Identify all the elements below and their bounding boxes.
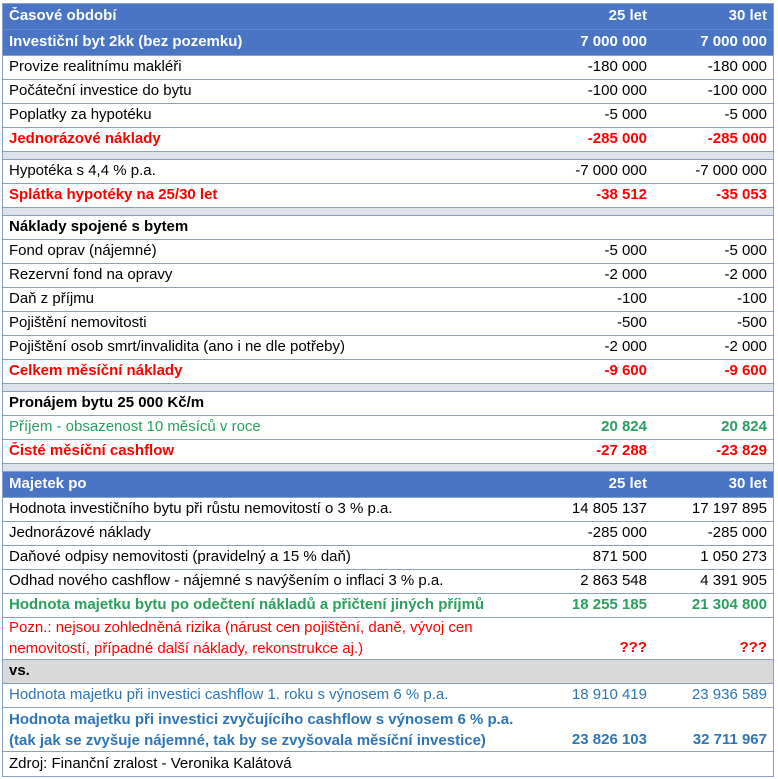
alt-investment-row-1	[3, 684, 773, 708]
row-label: Příjem - obsazenost 10 měsíců v roce	[9, 418, 261, 436]
row-label: Celkem měsíční náklady	[9, 362, 183, 380]
value-30let: -5 000	[724, 242, 767, 260]
value-25let: -27 288	[596, 442, 647, 460]
value-30let: -7 000 000	[695, 162, 767, 180]
header-label: Investiční byt 2kk (bez pozemku)	[9, 33, 243, 51]
row-label: Čisté měsíční cashflow	[9, 442, 175, 460]
section-header-majetek	[3, 472, 773, 498]
subsection-title-pronajem	[3, 392, 773, 416]
section-header-apartment	[3, 30, 773, 56]
table-row-provize	[3, 56, 773, 80]
value-30let: -180 000	[707, 58, 767, 76]
row-label: Náklady spojené s bytem	[9, 218, 189, 236]
value-25let: 18 255 185	[571, 596, 647, 614]
value-25let: ???	[619, 639, 647, 656]
note-text: Pozn.: nejsou zohledněná rizika (nárust cen pojištění, daně, vývoj cen nemovitostí, případné další náklady, rekonstrukce aj.)	[9, 619, 473, 657]
table-row-pocatecni-investice	[3, 80, 773, 104]
value-30let: 7 000 000	[700, 33, 767, 51]
source-row	[3, 752, 773, 776]
column-header-30let: 30 let	[728, 475, 767, 493]
value-25let: 18 910 419	[571, 686, 647, 704]
value-30let: 23 936 589	[691, 686, 767, 704]
row-label: Pojištění osob smrt/invalidita (ano i ne dle potřeby)	[9, 338, 346, 356]
row-label: Hodnota majetku při investici cashflow 1. roku s výnosem 6 % p.a.	[9, 686, 449, 704]
row-label: Hypotéka s 4,4 % p.a.	[9, 162, 156, 180]
value-25let: -285 000	[587, 524, 647, 542]
investment-comparison-table	[2, 3, 774, 777]
header-label: Časové období	[9, 7, 117, 25]
row-label: Provize realitnímu makléři	[9, 58, 182, 76]
value-25let: -5 000	[604, 242, 647, 260]
row-label: Splátka hypotéky na 25/30 let	[9, 186, 218, 204]
section-divider	[3, 152, 773, 160]
value-25let: 871 500	[592, 548, 647, 566]
subsection-title-naklady	[3, 216, 773, 240]
column-header-30let: 30 let	[728, 7, 767, 25]
total-row-hodnota-majetku	[3, 594, 773, 618]
row-label: vs.	[9, 662, 30, 680]
value-25let: -9 600	[604, 362, 647, 380]
note-row-rizika	[3, 618, 773, 660]
row-label: Hodnota investičního bytu při růstu nemovitostí o 3 % p.a.	[9, 500, 393, 518]
value-30let: -23 829	[716, 442, 767, 460]
row-label: Pronájem bytu 25 000 Kč/m	[9, 394, 205, 412]
value-30let: ???	[739, 639, 767, 656]
row-label: Hodnota majetku bytu po odečtení nákladů a přičtení jiných příjmů	[9, 596, 485, 614]
row-label: Počáteční investice do bytu	[9, 82, 192, 100]
value-25let: -7 000 000	[575, 162, 647, 180]
row-label: Fond oprav (nájemné)	[9, 242, 157, 260]
value-30let: 20 824	[721, 418, 767, 436]
row-label: Rezervní fond na opravy	[9, 266, 173, 284]
value-25let: -38 512	[596, 186, 647, 204]
value-30let: 17 197 895	[691, 500, 767, 518]
value-30let: 32 711 967	[692, 731, 767, 748]
value-25let: -180 000	[587, 58, 647, 76]
section-divider	[3, 464, 773, 472]
income-row-prijem	[3, 416, 773, 440]
table-row-odhad-cashflow	[3, 570, 773, 594]
value-25let: -100 000	[587, 82, 647, 100]
value-30let: -5 000	[724, 106, 767, 124]
value-25let: -2 000	[604, 266, 647, 284]
value-30let: -285 000	[707, 524, 767, 542]
value-25let: -285 000	[587, 130, 647, 148]
table-row-danove-odpisy	[3, 546, 773, 570]
value-30let: -2 000	[724, 338, 767, 356]
row-label: Daň z příjmu	[9, 290, 95, 308]
value-25let: -5 000	[604, 106, 647, 124]
row-label: Odhad nového cashflow - nájemné s navýšením o inflaci 3 % p.a.	[9, 572, 444, 590]
header-label: Majetek po	[9, 475, 87, 493]
value-30let: 1 050 273	[700, 548, 767, 566]
value-30let: -9 600	[724, 362, 767, 380]
value-30let: -500	[736, 314, 767, 332]
value-30let: 21 304 800	[691, 596, 767, 614]
table-row-jednorazove-naklady-2	[3, 522, 773, 546]
total-row-splatka-hypoteky	[3, 184, 773, 208]
total-row-jednorazove-naklady	[3, 128, 773, 152]
value-25let: 2 863 548	[580, 572, 647, 590]
table-row-pojisteni-nemovitosti	[3, 312, 773, 336]
value-30let: -2 000	[724, 266, 767, 284]
row-label: Poplatky za hypotéku	[9, 106, 152, 124]
row-label: Hodnota majetku při investici zvyčujícího cashflow s výnosem 6 % p.a. (tak jak se zvyšuje nájemné, tak by se zvyšovala měsíční investice)	[9, 711, 514, 749]
table-row-rezervni-fond	[3, 264, 773, 288]
value-25let: 20 824	[601, 418, 647, 436]
total-row-mesicni-naklady	[3, 360, 773, 384]
column-header-25let: 25 let	[608, 7, 647, 25]
vs-divider-row	[3, 660, 773, 684]
value-25let: 7 000 000	[580, 33, 647, 51]
table-row-fond-oprav	[3, 240, 773, 264]
total-row-ciste-cashflow	[3, 440, 773, 464]
table-row-dan-z-prijmu	[3, 288, 773, 312]
source-text: Zdroj: Finanční zralost - Veronika Kalátová	[9, 754, 292, 772]
row-label: Jednorázové náklady	[9, 130, 161, 148]
value-30let: 4 391 905	[700, 572, 767, 590]
table-row-pojisteni-osob	[3, 336, 773, 360]
value-25let: 23 826 103	[571, 731, 647, 748]
table-row-poplatky-hypoteka	[3, 104, 773, 128]
section-header-period	[3, 4, 773, 30]
section-divider	[3, 384, 773, 392]
section-divider	[3, 208, 773, 216]
column-header-25let: 25 let	[608, 475, 647, 493]
value-30let: -35 053	[716, 186, 767, 204]
table-row-hodnota-bytu	[3, 498, 773, 522]
row-label: Jednorázové náklady	[9, 524, 151, 542]
value-25let: 14 805 137	[571, 500, 647, 518]
alt-investment-row-2	[3, 708, 773, 752]
value-25let: -2 000	[604, 338, 647, 356]
table-row-hypoteka	[3, 160, 773, 184]
value-25let: -500	[616, 314, 647, 332]
row-label: Pojištění nemovitosti	[9, 314, 147, 332]
row-label: Daňové odpisy nemovitosti (pravidelný a 15 % daň)	[9, 548, 351, 566]
value-25let: -100	[616, 290, 647, 308]
value-30let: -100	[736, 290, 767, 308]
value-30let: -285 000	[707, 130, 767, 148]
value-30let: -100 000	[707, 82, 767, 100]
